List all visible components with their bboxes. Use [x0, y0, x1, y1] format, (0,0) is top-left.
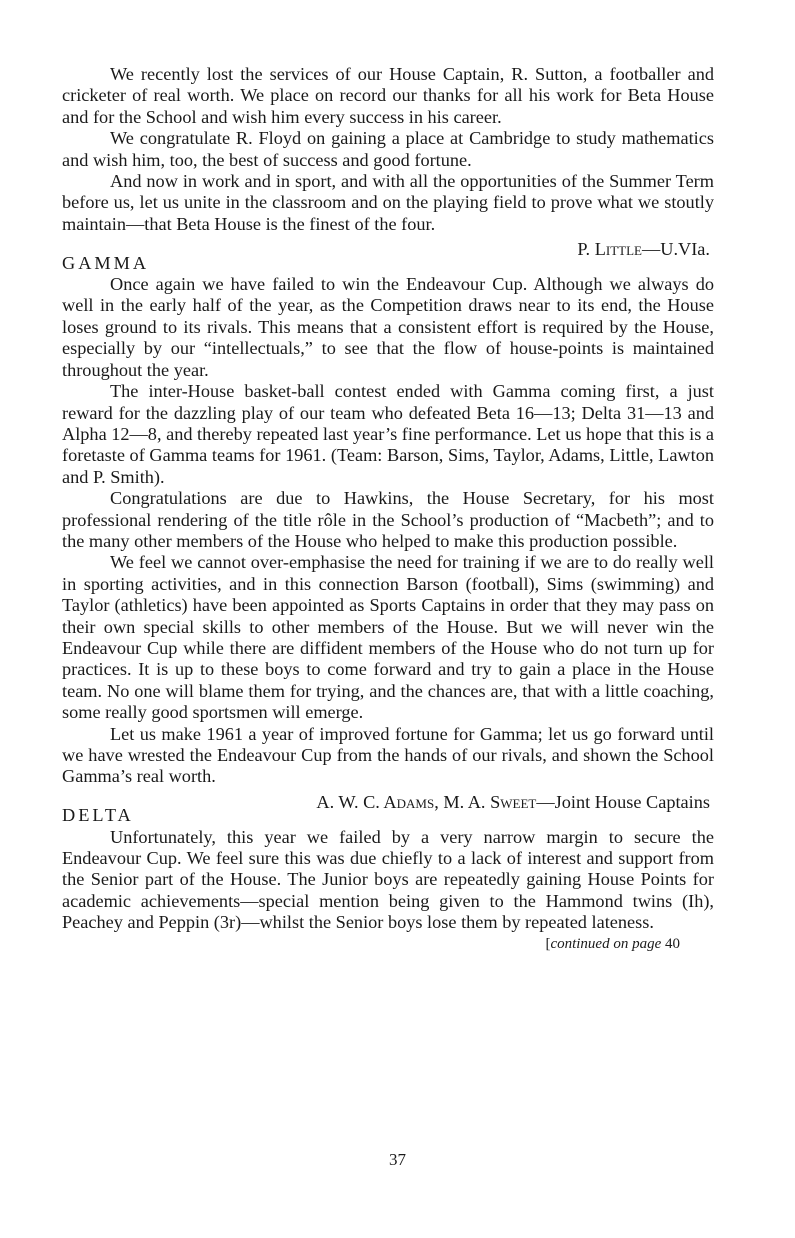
gamma-paragraph-5: Let us make 1961 a year of improved fortune for Gamma; let us go forward until we have wrested the Endeavour Cup from the hands of our rivals, and shown the School Gamma’s real worth.	[62, 723, 714, 787]
page-text	[62, 64, 714, 954]
gamma-section	[62, 253, 714, 814]
beta-section	[62, 64, 714, 261]
continuation-page: 40	[665, 935, 680, 952]
beta-paragraph-3: And now in work and in sport, and with all the opportunities of the Summer Term before us, let us unite in the classroom and on the playing field to prove what we stoutly maintain—that Beta House is the finest of the four.	[62, 171, 714, 234]
gamma-paragraph-3: Congratulations are due to Hawkins, the House Secretary, for his most professional rendering of the title rôle in the School’s production of “Macbeth”; and to the many other members of the House who helped to make this production possible.	[62, 488, 714, 551]
continuation-text: continued on page	[550, 935, 662, 952]
beta-signature-name: P. Little	[577, 239, 642, 260]
continuation-bracket: [	[545, 935, 551, 952]
gamma-signature-role: —Joint House Captains	[536, 791, 710, 812]
continuation-note	[62, 934, 714, 954]
gamma-paragraph-1: Once again we have failed to win the Endeavour Cup. Although we always do well in the early half of the year, as the Competition draws near to its end, the House loses ground to its rivals. This means that a consistent effort is required by the House, especially by our “intellectuals,” to see that the flow of house-points is maintained throughout the year.	[62, 274, 714, 380]
delta-section	[62, 805, 714, 933]
beta-signature-form: —U.VIa.	[641, 239, 710, 260]
gamma-paragraph-2: The inter-House basket-ball contest ended with Gamma coming first, a just reward for the dazzling play of our team who defeated Beta 16—13; Delta 31—13 and Alpha 12—8, and thereby repeated last year’s fine performance. Let us hope that this is a foretaste of Gamma teams for 1961. (Team: Barson, Sims, Taylor, Adams, Little, Lawton and P. Smith).	[62, 381, 714, 487]
beta-paragraph-2: We congratulate R. Floyd on gaining a place at Cambridge to study mathematics and wish him, too, the best of success and good fortune.	[62, 128, 714, 170]
gamma-signature-names: A. W. C. Adams, M. A. Sweet	[316, 791, 537, 812]
delta-paragraph-1: Unfortunately, this year we failed by a very narrow margin to secure the Endeavour Cup. We feel sure this was due chiefly to a lack of interest and support from the Senior part of the House. The Junior boys are repeatedly gaining House Points for academic achievements—special mention being given to the Hammond twins (Ih), Peachey and Peppin (3r)—whilst the Senior boys lose them by repeated lateness.	[62, 826, 714, 933]
page-number: 37	[389, 1150, 406, 1169]
gamma-heading: GAMMA	[62, 252, 150, 273]
beta-paragraph-1: We recently lost the services of our House Captain, R. Sutton, a footballer and cricketer of real worth. We place on record our thanks for all his work for Beta House and for the School and wish him every success in his career.	[62, 64, 714, 127]
delta-heading: DELTA	[62, 805, 134, 826]
gamma-paragraph-4: We feel we cannot over-emphasise the need for training if we are to do really well in sporting activities, and in this connection Barson (football), Sims (swimming) and Taylor (athletics) have been appointed as Sports Captains in order that they may pass on their own special skills to other members of the House. But we will never win the Endeavour Cup while there are diffident members of the House who do not turn up for practices. It is up to these boys to come forward and try to gain a place in the House team. No one will blame them for trying, and the chances are, that with a little coaching, some really good sportsmen will emerge.	[62, 552, 714, 723]
